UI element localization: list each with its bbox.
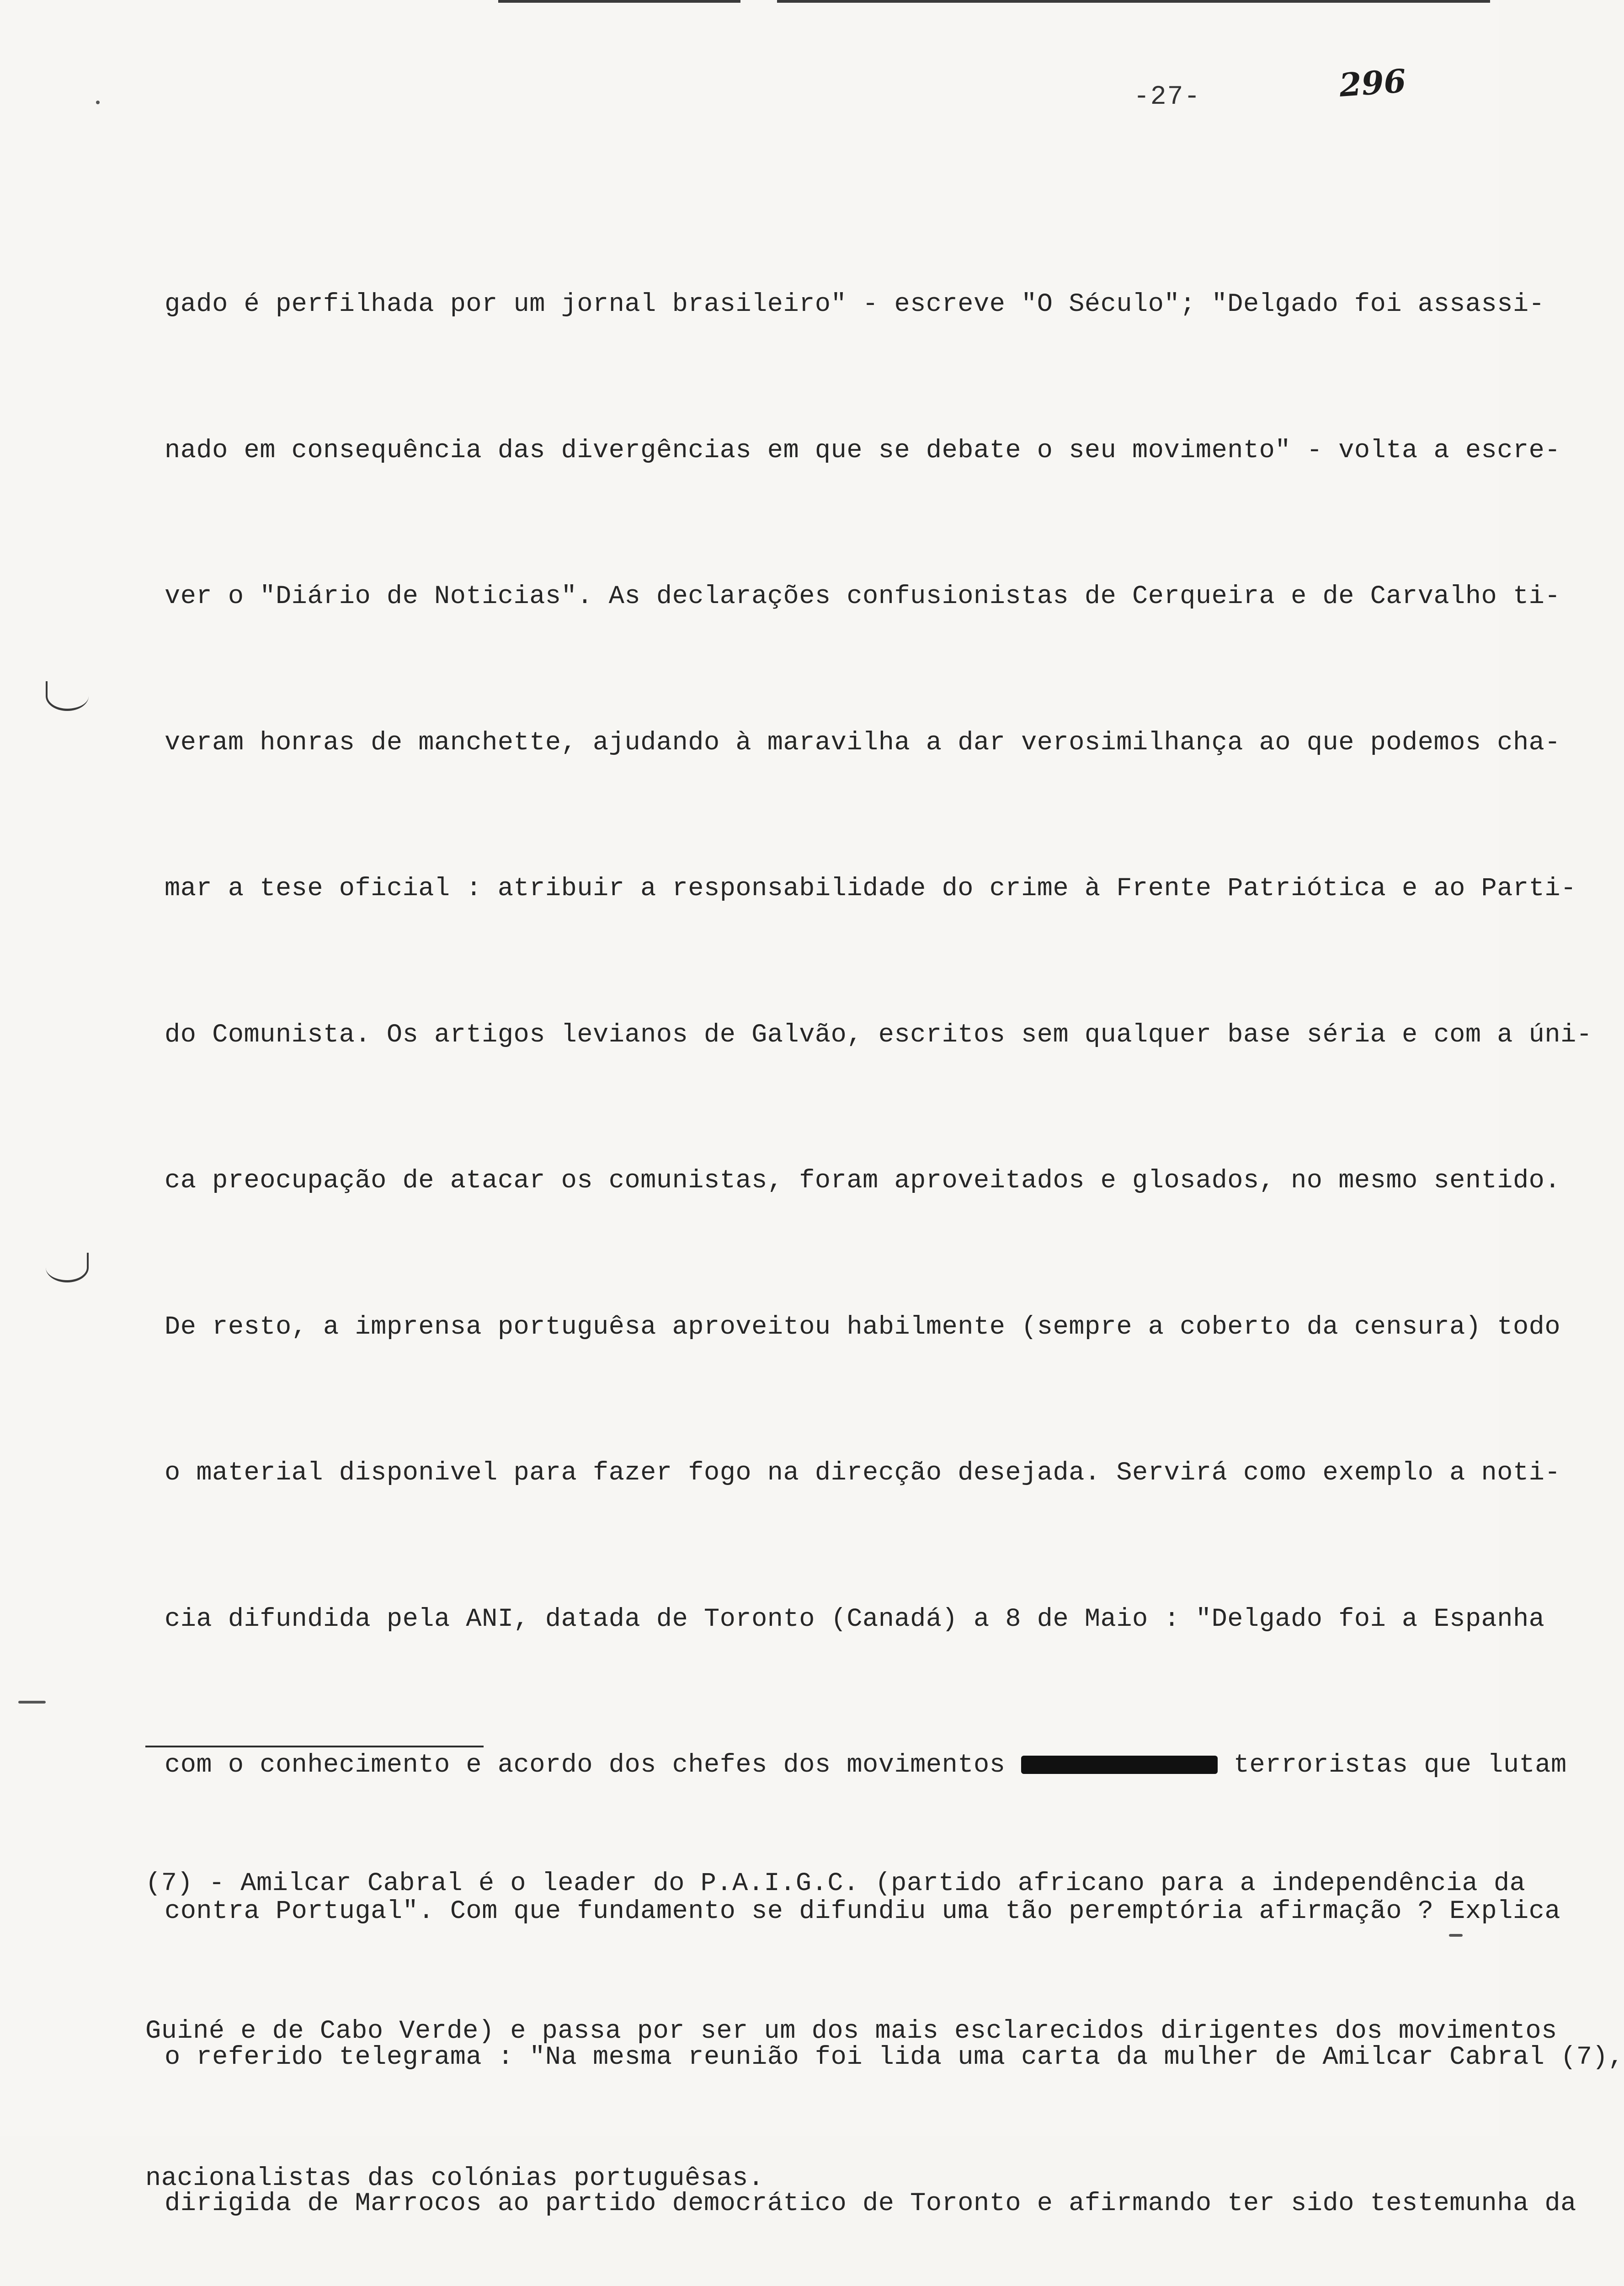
- text-line: cia difundida pela ANI, datada de Toronto (Canadá) a 8 de Maio : "Delgado foi a Espanha: [165, 1604, 1545, 1634]
- handwritten-folio-number: 296: [1338, 62, 1407, 104]
- text-line: De resto, a imprensa portuguêsa aproveitou habilmente (sempre a coberto da censura) todo: [165, 1312, 1561, 1342]
- paper-speck: [18, 1701, 46, 1704]
- footnote-line: Guiné e de Cabo Verde) e passa por ser um dos mais esclarecidos dirigentes dos movimentos: [145, 2016, 1557, 2046]
- footnote-line: (7) - Amilcar Cabral é o leader do P.A.I.G.C. (partido africano para a independência da: [145, 1869, 1526, 1898]
- punch-hole-mark-lower: [46, 1253, 89, 1282]
- text-line: do Comunista. Os artigos levianos de Galvão, escritos sem qualquer base séria e com a úni-: [165, 1020, 1592, 1050]
- text-line: o material disponivel para fazer fogo na direcção desejada. Servirá como exemplo a noti-: [165, 1458, 1561, 1488]
- footnote-line: nacionalistas das colónias portuguêsas.: [145, 2164, 764, 2193]
- text-line: o referido telegrama : "Na mesma reunião foi lida uma carta da mulher de Amilcar Cabral (7),: [165, 2043, 1624, 2072]
- text-line: veram honras de manchette, ajudando à maravilha a dar verosimilhança ao que podemos cha-: [165, 728, 1561, 758]
- footnote-divider: [145, 1746, 484, 1747]
- top-edge-rule-left: [498, 0, 740, 3]
- punch-hole-mark-upper: [46, 681, 89, 711]
- text-line: contra Portugal". Com que fundamento se difundiu uma tão peremptória afirmação ? Explica: [165, 1896, 1561, 1926]
- text-line: gado é perfilhada por um jornal brasileiro" - escreve "O Século"; "Delgado foi assassi-: [165, 290, 1545, 319]
- text-line: mar a tese oficial : atribuir a responsabilidade do crime à Frente Patriótica e ao Parti-: [165, 874, 1576, 903]
- text-line: nado em consequência das divergências em que se debate o seu movimento" - volta a escre-: [165, 436, 1561, 465]
- paper-speck: [96, 101, 100, 104]
- text-line: ca preocupação de atacar os comunistas, foram aproveitados e glosados, no mesmo sentido.: [165, 1166, 1561, 1196]
- text-line: dirigida de Marrocos ao partido democrático de Toronto e afirmando ter sido testemunha da: [165, 2189, 1576, 2218]
- text-segment: terroristas que lutam: [1233, 1751, 1567, 1780]
- top-edge-rule-right: [777, 0, 1490, 3]
- text-segment: com o conhecimento e acordo dos chefes dos movimentos: [165, 1751, 1006, 1780]
- text-line: ver o "Diário de Noticias". As declarações confusionistas de Cerqueira e de Carvalho ti-: [165, 582, 1561, 611]
- page-number: -27-: [1134, 82, 1201, 112]
